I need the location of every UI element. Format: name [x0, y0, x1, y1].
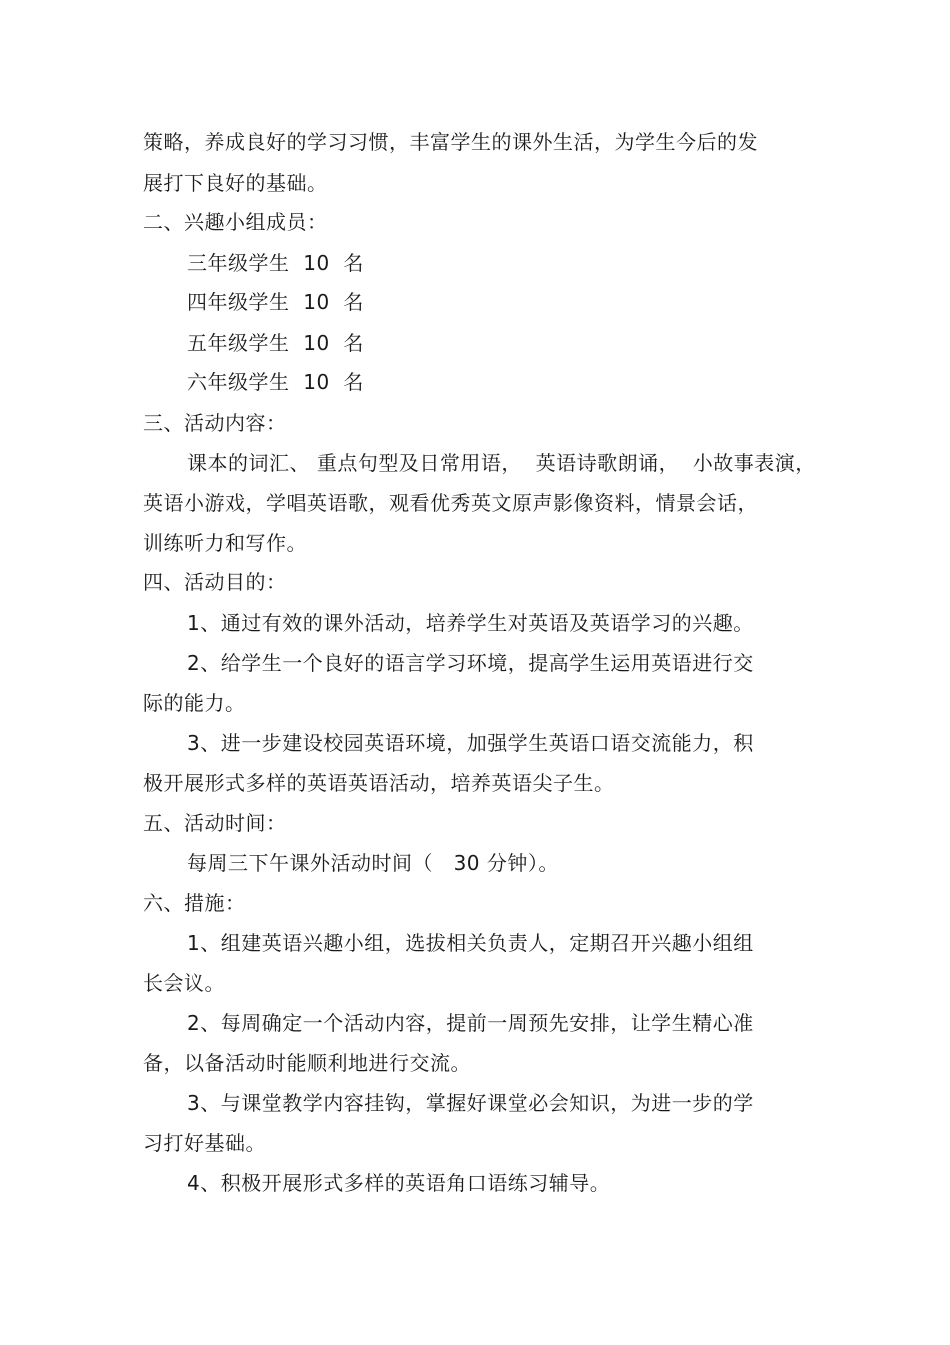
member-grade5: 五年级学生 10 名 — [187, 331, 364, 355]
paragraph-line: 英语小游戏，学唱英语歌，观看优秀英文原声影像资料，情景会话， — [143, 491, 758, 515]
list-item-continued: 备，以备活动时能顺利地进行交流。 — [143, 1051, 471, 1075]
section-heading: 五、活动时间： — [143, 811, 287, 835]
paragraph-line: 策略，养成良好的学习习惯，丰富学生的课外生活，为学生今后的发 — [143, 130, 758, 154]
section-heading: 二、兴趣小组成员： — [143, 210, 328, 234]
list-item: 2、每周确定一个活动内容，提前一周预先安排，让学生精心准 — [187, 1011, 754, 1035]
list-item: 3、与课堂教学内容挂钩，掌握好课堂必会知识，为进一步的学 — [187, 1091, 754, 1115]
paragraph-line: 每周三下午课外活动时间（ 30 分钟）。 — [187, 851, 559, 875]
member-grade3: 三年级学生 10 名 — [187, 251, 364, 275]
list-item-continued: 习打好基础。 — [143, 1131, 266, 1155]
list-item: 1、组建英语兴趣小组，选拔相关负责人，定期召开兴趣小组组 — [187, 931, 754, 955]
paragraph-line: 展打下良好的基础。 — [143, 171, 328, 195]
list-item: 1、通过有效的课外活动，培养学生对英语及英语学习的兴趣。 — [187, 611, 754, 635]
list-item: 4、积极开展形式多样的英语角口语练习辅导。 — [187, 1171, 611, 1195]
section-heading: 六、措施： — [143, 891, 246, 915]
section-heading: 三、活动内容： — [143, 411, 287, 435]
list-item-continued: 极开展形式多样的英语英语活动，培养英语尖子生。 — [143, 771, 615, 795]
list-item: 2、给学生一个良好的语言学习环境，提高学生运用英语进行交 — [187, 651, 754, 675]
section-heading: 四、活动目的： — [143, 570, 287, 594]
paragraph-line: 课本的词汇、 重点句型及日常用语， 英语诗歌朗诵， 小故事表演， — [187, 451, 816, 475]
member-grade4: 四年级学生 10 名 — [187, 290, 364, 314]
list-item: 3、进一步建设校园英语环境，加强学生英语口语交流能力，积 — [187, 731, 754, 755]
paragraph-line: 训练听力和写作。 — [143, 531, 307, 555]
list-item-continued: 长会议。 — [143, 971, 225, 995]
list-item-continued: 际的能力。 — [143, 691, 246, 715]
member-grade6: 六年级学生 10 名 — [187, 370, 364, 394]
